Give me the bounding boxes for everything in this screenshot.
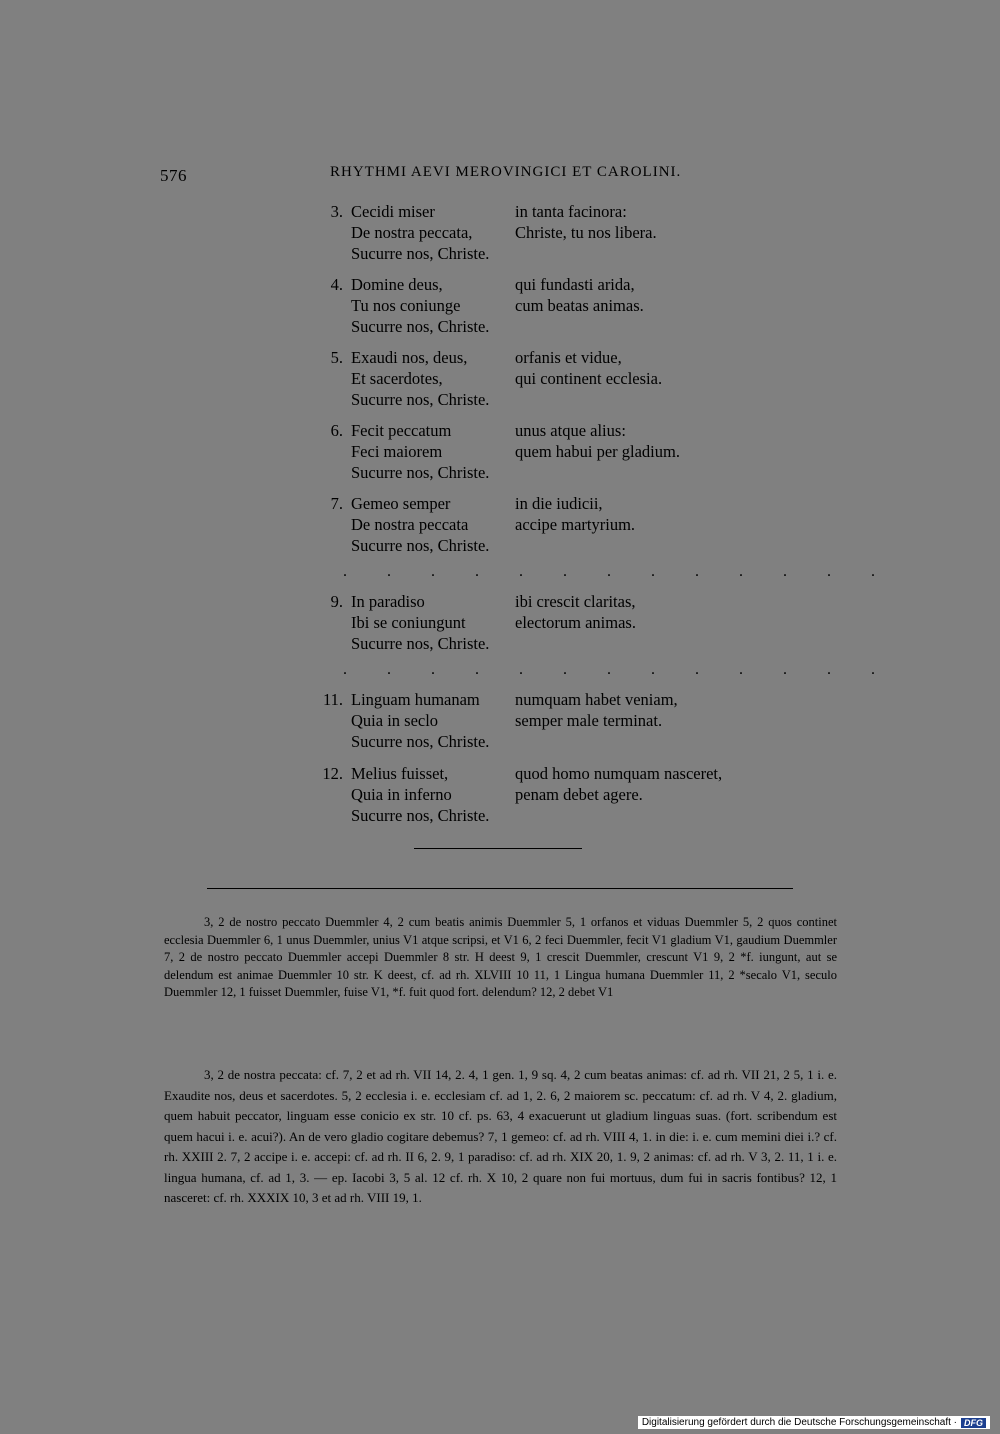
stanza-number: 7. [330, 494, 343, 513]
verse-second-half: unus atque alius: [515, 421, 626, 440]
verse-line [300, 368, 780, 389]
verse-line [300, 514, 780, 535]
refrain: Sucurre nos, Christe. [351, 732, 490, 751]
verse-second-half: orfanis et vidue, [515, 348, 622, 367]
verse-line [300, 763, 780, 784]
verse-first-half: Et sacerdotes, [351, 369, 443, 388]
stanza [300, 201, 780, 264]
critical-apparatus [164, 914, 837, 1002]
verse-second-half: quem habui per gladium. [515, 442, 680, 461]
verse-first-half: Domine deus, [351, 275, 443, 294]
stanza-number: 11. [322, 690, 343, 709]
verse-line [300, 689, 780, 710]
commentary-notes [164, 1065, 837, 1209]
verse-first-half: Fecit peccatum [351, 421, 452, 440]
stanza [300, 420, 780, 483]
refrain: Sucurre nos, Christe. [351, 244, 490, 263]
footer-text: Digitalisierung gefördert durch die Deutsche Forschungsgemeinschaft · [641, 1417, 957, 1428]
verse-second-half: quod homo numquam nasceret, [515, 764, 723, 783]
verse-second-half: ibi crescit claritas, [515, 592, 636, 611]
verse-first-half: Gemeo semper [351, 494, 451, 513]
verse-second-half: semper male terminat. [515, 711, 663, 730]
verse-second-half: electorum animas. [515, 613, 636, 632]
stanza [300, 591, 780, 654]
refrain: Sucurre nos, Christe. [351, 536, 490, 555]
verse-line [300, 591, 780, 612]
verse-first-half: Feci maiorem [351, 442, 443, 461]
verse-first-half: Tu nos coniunge [351, 296, 461, 315]
stanza-number: 12. [322, 764, 343, 783]
verse-line [300, 710, 780, 731]
verse-first-half: De nostra peccata, [351, 223, 473, 242]
stanza-number: 6. [330, 421, 343, 440]
stanza-number: 9. [330, 592, 343, 611]
verse-first-half: In paradiso [351, 592, 425, 611]
apparatus-text: 3, 2 de nostro peccato Duemmler 4, 2 cum beatis animis Duemmler 5, 1 orfanos et viduas Duemmler 5, 2 quos continet ecclesia Duemmler 6, 1 unus Duemmler, unius V1 atque scripsi, et V1 6, 2 feci Duemmler, fecit V1 gladium V1, gaudium Duemmler 7, 2 de nostro peccato Duemmler accepi Duemmler 8 str. H deest 9, 1 crescit Duemmler, crescunt V1 9, 2 *f. iungunt, aut se delendum est animae Duemmler 10 str. K deest, cf. ad rh. XLVIII 10 11, 1 Lingua humana Duemmler 11, 2 *secalo V1, seculo Duemmler 12, 1 fuisset Duemmler, fuise V1, *f. fuit quod fort. delendum? 12, 2 debet V1 [164, 915, 837, 999]
verse-line [300, 784, 780, 805]
refrain-line [300, 633, 780, 654]
lacuna-marker: . . . . . . . . . . . . . [343, 661, 893, 678]
verse-line [300, 347, 780, 368]
verse-line [300, 612, 780, 633]
verse-second-half: numquam habet veniam, [515, 690, 678, 709]
refrain-line [300, 805, 780, 826]
refrain: Sucurre nos, Christe. [351, 390, 490, 409]
verse-line [300, 274, 780, 295]
refrain-line [300, 389, 780, 410]
stanza [300, 347, 780, 410]
verse-second-half: penam debet agere. [515, 785, 643, 804]
stanza-number: 3. [330, 202, 343, 221]
verse-line [300, 493, 780, 514]
verse-second-half: cum beatas animas. [515, 296, 644, 315]
verse-first-half: Ibi se coniungunt [351, 613, 466, 632]
poem-end-rule [414, 848, 582, 849]
stanza [300, 689, 780, 752]
verse-first-half: Quia in inferno [351, 785, 452, 804]
verse-second-half: qui continent ecclesia. [515, 369, 663, 388]
verse-first-half: Melius fuisset, [351, 764, 449, 783]
verse-first-half: Cecidi miser [351, 202, 435, 221]
refrain-line [300, 316, 780, 337]
verse-line [300, 420, 780, 441]
stanza-number: 4. [330, 275, 343, 294]
verse-second-half: in tanta facinora: [515, 202, 627, 221]
verse-line [300, 441, 780, 462]
refrain-line [300, 731, 780, 752]
verse-first-half: De nostra peccata [351, 515, 469, 534]
refrain-line [300, 462, 780, 483]
page-number: 576 [160, 166, 187, 185]
refrain: Sucurre nos, Christe. [351, 463, 490, 482]
verse-second-half: accipe martyrium. [515, 515, 636, 534]
verse-line [300, 222, 780, 243]
stanza-number: 5. [330, 348, 343, 367]
stanza [300, 763, 780, 826]
stanza [300, 493, 780, 556]
verse-line [300, 295, 780, 316]
verse-line [300, 201, 780, 222]
verse-first-half: Linguam humanam [351, 690, 480, 709]
refrain: Sucurre nos, Christe. [351, 634, 490, 653]
verse-second-half: Christe, tu nos libera. [515, 223, 657, 242]
footnote-separator [207, 888, 793, 889]
running-title: RHYTHMI AEVI MEROVINGICI ET CAROLINI. [330, 164, 682, 180]
commentary-text: 3, 2 de nostra peccata: cf. 7, 2 et ad rh. VII 14, 2. 4, 1 gen. 1, 9 sq. 4, 2 cum beatas animas: cf. ad rh. VII 21, 2 5, 1 i. e. Exaudite nos, deus et sacerdotes. 5, 2 ecclesia i. e. ecclesiam cf. ad 1, 2. 6, 2 maiorem sc. peccatum: cf. ad rh. V 4, 2. gladium, quem habuit peccator, linguam esse conicio ex str. 10 cf. ps. 63, 4 exacuerunt ut gladium linguas suas. (fort. scribendum est quem hacui i. e. acui?). An de vero gladio cogitare debemus? 7, 1 gemeo: cf. ad rh. VIII 4, 1. in die: i. e. cum memini diei i.? cf. rh. XXIII 2. 7, 2 accipe i. e. accepi: cf. ad rh. II 6, 2. 9, 1 paradiso: cf. ad rh. XIX 20, 1. 9, 2 animas: cf. ad rh. V 3, 2. 11, 1 i. e. lingua humana, cf. ad 1, 3. — ep. Iacobi 3, 5 al. 12 cf. rh. X 10, 2 quare non fui mortuus, dum fui in sacris fontibus? 12, 1 nasceret: cf. rh. XXXIX 10, 3 et ad rh. VIII 19, 1. [164, 1067, 837, 1205]
verse-first-half: Quia in seclo [351, 711, 439, 730]
verse-second-half: in die iudicii, [515, 494, 603, 513]
refrain: Sucurre nos, Christe. [351, 317, 490, 336]
verse-first-half: Exaudi nos, deus, [351, 348, 468, 367]
verse-second-half: qui fundasti arida, [515, 275, 635, 294]
stanza [300, 274, 780, 337]
refrain-line [300, 535, 780, 556]
lacuna-marker: . . . . . . . . . . . . . [343, 563, 893, 580]
refrain-line [300, 243, 780, 264]
dfg-logo-icon: DFG [961, 1418, 986, 1428]
refrain: Sucurre nos, Christe. [351, 806, 490, 825]
dfg-footer [638, 1416, 990, 1429]
